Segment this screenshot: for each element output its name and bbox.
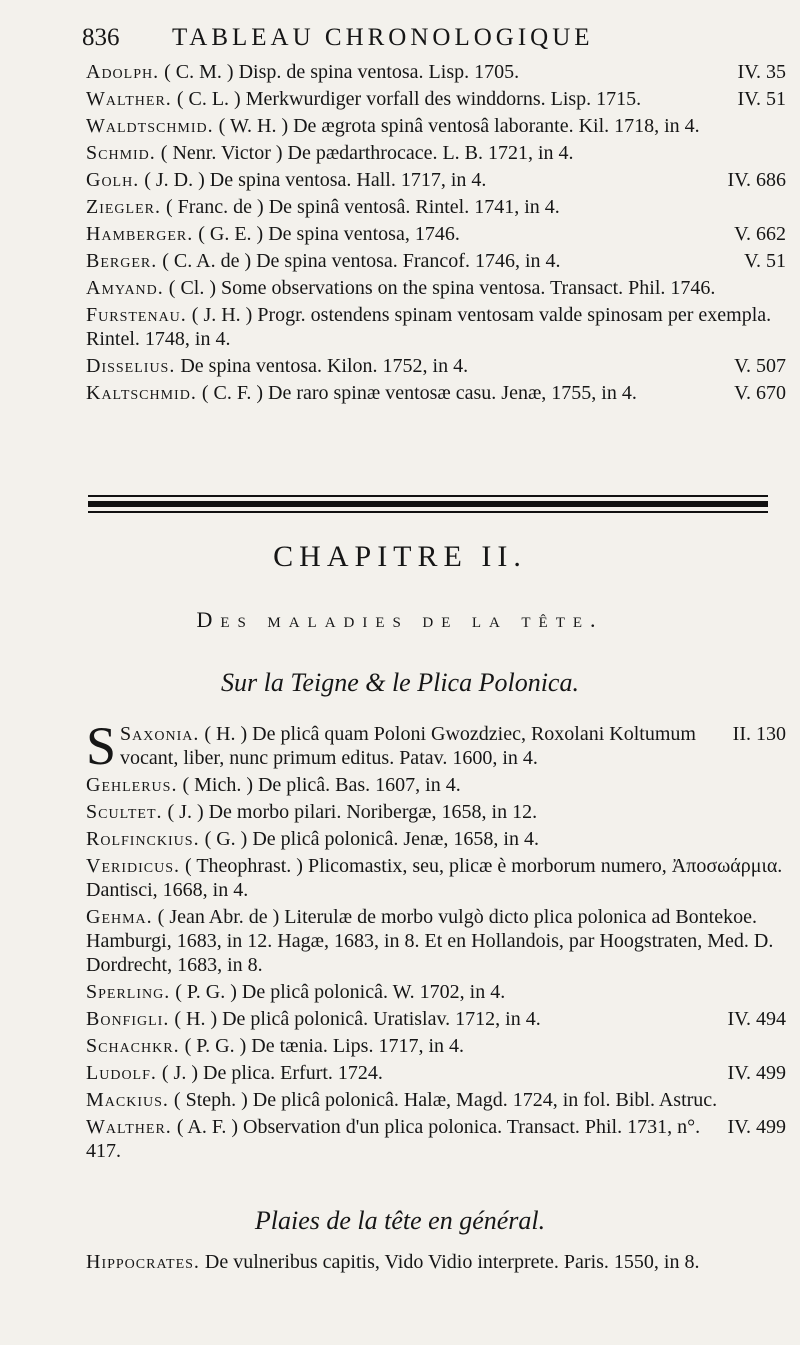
entry-text: ( P. G. ) De tænia. Lips. 1717, in 4. [184, 1035, 465, 1057]
entry-author: Sperling. [86, 981, 171, 1003]
bibliography-entry [86, 354, 786, 378]
entry-text: ( Cl. ) Some observations on the spina ventosa. Transact. Phil. 1746. [168, 277, 716, 299]
entry-text: ( J. D. ) De spina ventosa. Hall. 1717, in 4. [144, 169, 487, 191]
entry-author: Walther. [86, 1116, 172, 1138]
entry-author: Scultet. [86, 801, 163, 823]
entry-author: Veridicus. [86, 855, 181, 877]
entry-author: Gehma. [86, 906, 153, 928]
chapter-subtitle: Des maladies de la tête. [196, 607, 604, 632]
entry-author: Adolph. [86, 61, 160, 83]
bibliography-entry [86, 168, 786, 192]
bibliography-entry [86, 827, 786, 851]
bibliography-entry [86, 381, 786, 405]
bibliography-entry [86, 773, 786, 797]
bibliography-entry [86, 1061, 786, 1085]
entry-author: Amyand. [86, 277, 164, 299]
entry-text: ( C. F. ) De raro spinæ ventosæ casu. Jenæ, 1755, in 4. [201, 382, 637, 404]
entry-text: ( G. ) De plicâ polonicâ. Jenæ, 1658, in 4. [204, 828, 539, 850]
page-number: 836 [82, 24, 120, 51]
bibliography-entry [86, 87, 786, 111]
entry-text: De vulneribus capitis, Vido Vidio interprete. Paris. 1550, in 8. [204, 1251, 700, 1273]
section-heading-plaies: Plaies de la tête en général. [254, 1206, 546, 1235]
bibliography-entry [86, 800, 786, 824]
bibliography-list-top [86, 60, 786, 408]
entry-text: ( Steph. ) De plicâ polonicâ. Halæ, Magd. 1724, in fol. Bibl. Astruc. [173, 1089, 718, 1111]
entry-text: ( H. ) De plicâ quam Poloni Gwozdziec, Roxolani Koltumum vocant, liber, nunc primum editus. Patav. 1600, in 4. [120, 723, 696, 769]
bibliography-entry [86, 1250, 786, 1274]
entry-author: Hippocrates. [86, 1251, 200, 1273]
section-divider-rule [88, 495, 768, 513]
bibliography-entry [86, 249, 786, 273]
volume-reference: IV. 686 [727, 169, 786, 191]
volume-reference: IV. 499 [727, 1062, 786, 1084]
volume-reference: IV. 35 [737, 61, 786, 83]
entry-author: Schmid. [86, 142, 156, 164]
entry-author: Walther. [86, 88, 172, 110]
volume-reference: II. 130 [732, 723, 786, 745]
entry-text: ( C. L. ) Merkwurdiger vorfall des winddorns. Lisp. 1715. [176, 88, 642, 110]
entry-author: Ziegler. [86, 196, 161, 218]
volume-reference: IV. 51 [737, 88, 786, 110]
bibliography-entry [86, 980, 786, 1004]
entry-author: Golh. [86, 169, 140, 191]
entry-author: Kaltschmid. [86, 382, 197, 404]
bibliography-entry [86, 303, 786, 351]
entry-text: ( C. M. ) Disp. de spina ventosa. Lisp. 1705. [164, 61, 520, 83]
bibliography-entry [86, 905, 786, 977]
entry-author: Gehlerus. [86, 774, 178, 796]
bibliography-entry [86, 1007, 786, 1031]
entry-text: ( Theophrast. ) Plicomastix, seu, plicæ è morborum numero, Ἀποσωάρμια. Dantisci, 1668, in 4. [86, 855, 783, 901]
volume-reference: V. 670 [734, 382, 786, 404]
entry-author: Hamberger. [86, 223, 194, 245]
entry-author: Furstenau. [86, 304, 187, 326]
entry-text: ( J. ) De morbo pilari. Noribergæ, 1658, in 12. [167, 801, 538, 823]
drop-cap: S [86, 716, 117, 776]
volume-reference: IV. 494 [727, 1008, 786, 1030]
bibliography-entry [86, 60, 786, 84]
bibliography-entry [86, 716, 786, 776]
entry-text: ( W. H. ) De ægrota spinâ ventosâ laborante. Kil. 1718, in 4. [218, 115, 700, 137]
bibliography-entry [86, 114, 786, 138]
entry-text: ( P. G. ) De plicâ polonicâ. W. 1702, in 4. [175, 981, 506, 1003]
entry-author: Schachkr. [86, 1035, 180, 1057]
volume-reference: IV. 499 [727, 1116, 786, 1138]
entry-author: Mackius. [86, 1089, 169, 1111]
entry-author: Waldtschmid. [86, 115, 214, 137]
entry-text: ( Nenr. Victor ) De pædarthrocace. L. B. 1721, in 4. [160, 142, 574, 164]
volume-reference: V. 662 [734, 223, 786, 245]
volume-reference: V. 51 [744, 250, 786, 272]
entry-text: ( J. H. ) Progr. ostendens spinam ventosam valde spinosam per exempla. Rintel. 1748, in 4. [86, 304, 772, 350]
chapter-title: CHAPITRE II. [273, 540, 527, 573]
entry-text: ( J. ) De plica. Erfurt. 1724. [161, 1062, 383, 1084]
entry-author: Bonfigli. [86, 1008, 170, 1030]
bibliography-entry [86, 276, 786, 300]
entry-text: De spina ventosa. Kilon. 1752, in 4. [180, 355, 469, 377]
bibliography-entry [86, 195, 786, 219]
volume-reference: V. 507 [734, 355, 786, 377]
entry-text: ( Franc. de ) De spinâ ventosâ. Rintel. 1741, in 4. [165, 196, 560, 218]
entry-text: ( Mich. ) De plicâ. Bas. 1607, in 4. [182, 774, 461, 796]
bibliography-list-plaies [86, 1250, 786, 1277]
running-title: TABLEAU CHRONOLOGIQUE [172, 24, 594, 51]
bibliography-entry [86, 222, 786, 246]
bibliography-entry [86, 1088, 786, 1112]
entry-author: Berger. [86, 250, 158, 272]
entry-text: ( Jean Abr. de ) Literulæ de morbo vulgò dicto plica polonica ad Bontekoe. Hamburgi, 1683, in 12. Hagæ, 1683, in 8. Et en Hollandois, par Hoogstraten, Med. D. Dordrecht, 1683, in 8. [86, 906, 774, 976]
entry-author: Ludolf. [86, 1062, 157, 1084]
entry-text: ( A. F. ) Observation d'un plica polonica. Transact. Phil. 1731, n°. 417. [86, 1116, 701, 1162]
running-header [82, 22, 792, 56]
section-heading-teigne: Sur la Teigne & le Plica Polonica. [221, 668, 579, 697]
entry-author: Saxonia. [120, 723, 200, 745]
bibliography-entry [86, 1034, 786, 1058]
entry-text: ( C. A. de ) De spina ventosa. Francof. 1746, in 4. [162, 250, 561, 272]
bibliography-entry [86, 854, 786, 902]
entry-text: ( G. E. ) De spina ventosa, 1746. [198, 223, 460, 245]
bibliography-list-plica [86, 716, 786, 1166]
bibliography-entry [86, 1115, 786, 1163]
bibliography-entry [86, 141, 786, 165]
entry-author: Disselius. [86, 355, 176, 377]
entry-author: Rolfinckius. [86, 828, 200, 850]
entry-text: ( H. ) De plicâ polonicâ. Uratislav. 1712, in 4. [174, 1008, 541, 1030]
